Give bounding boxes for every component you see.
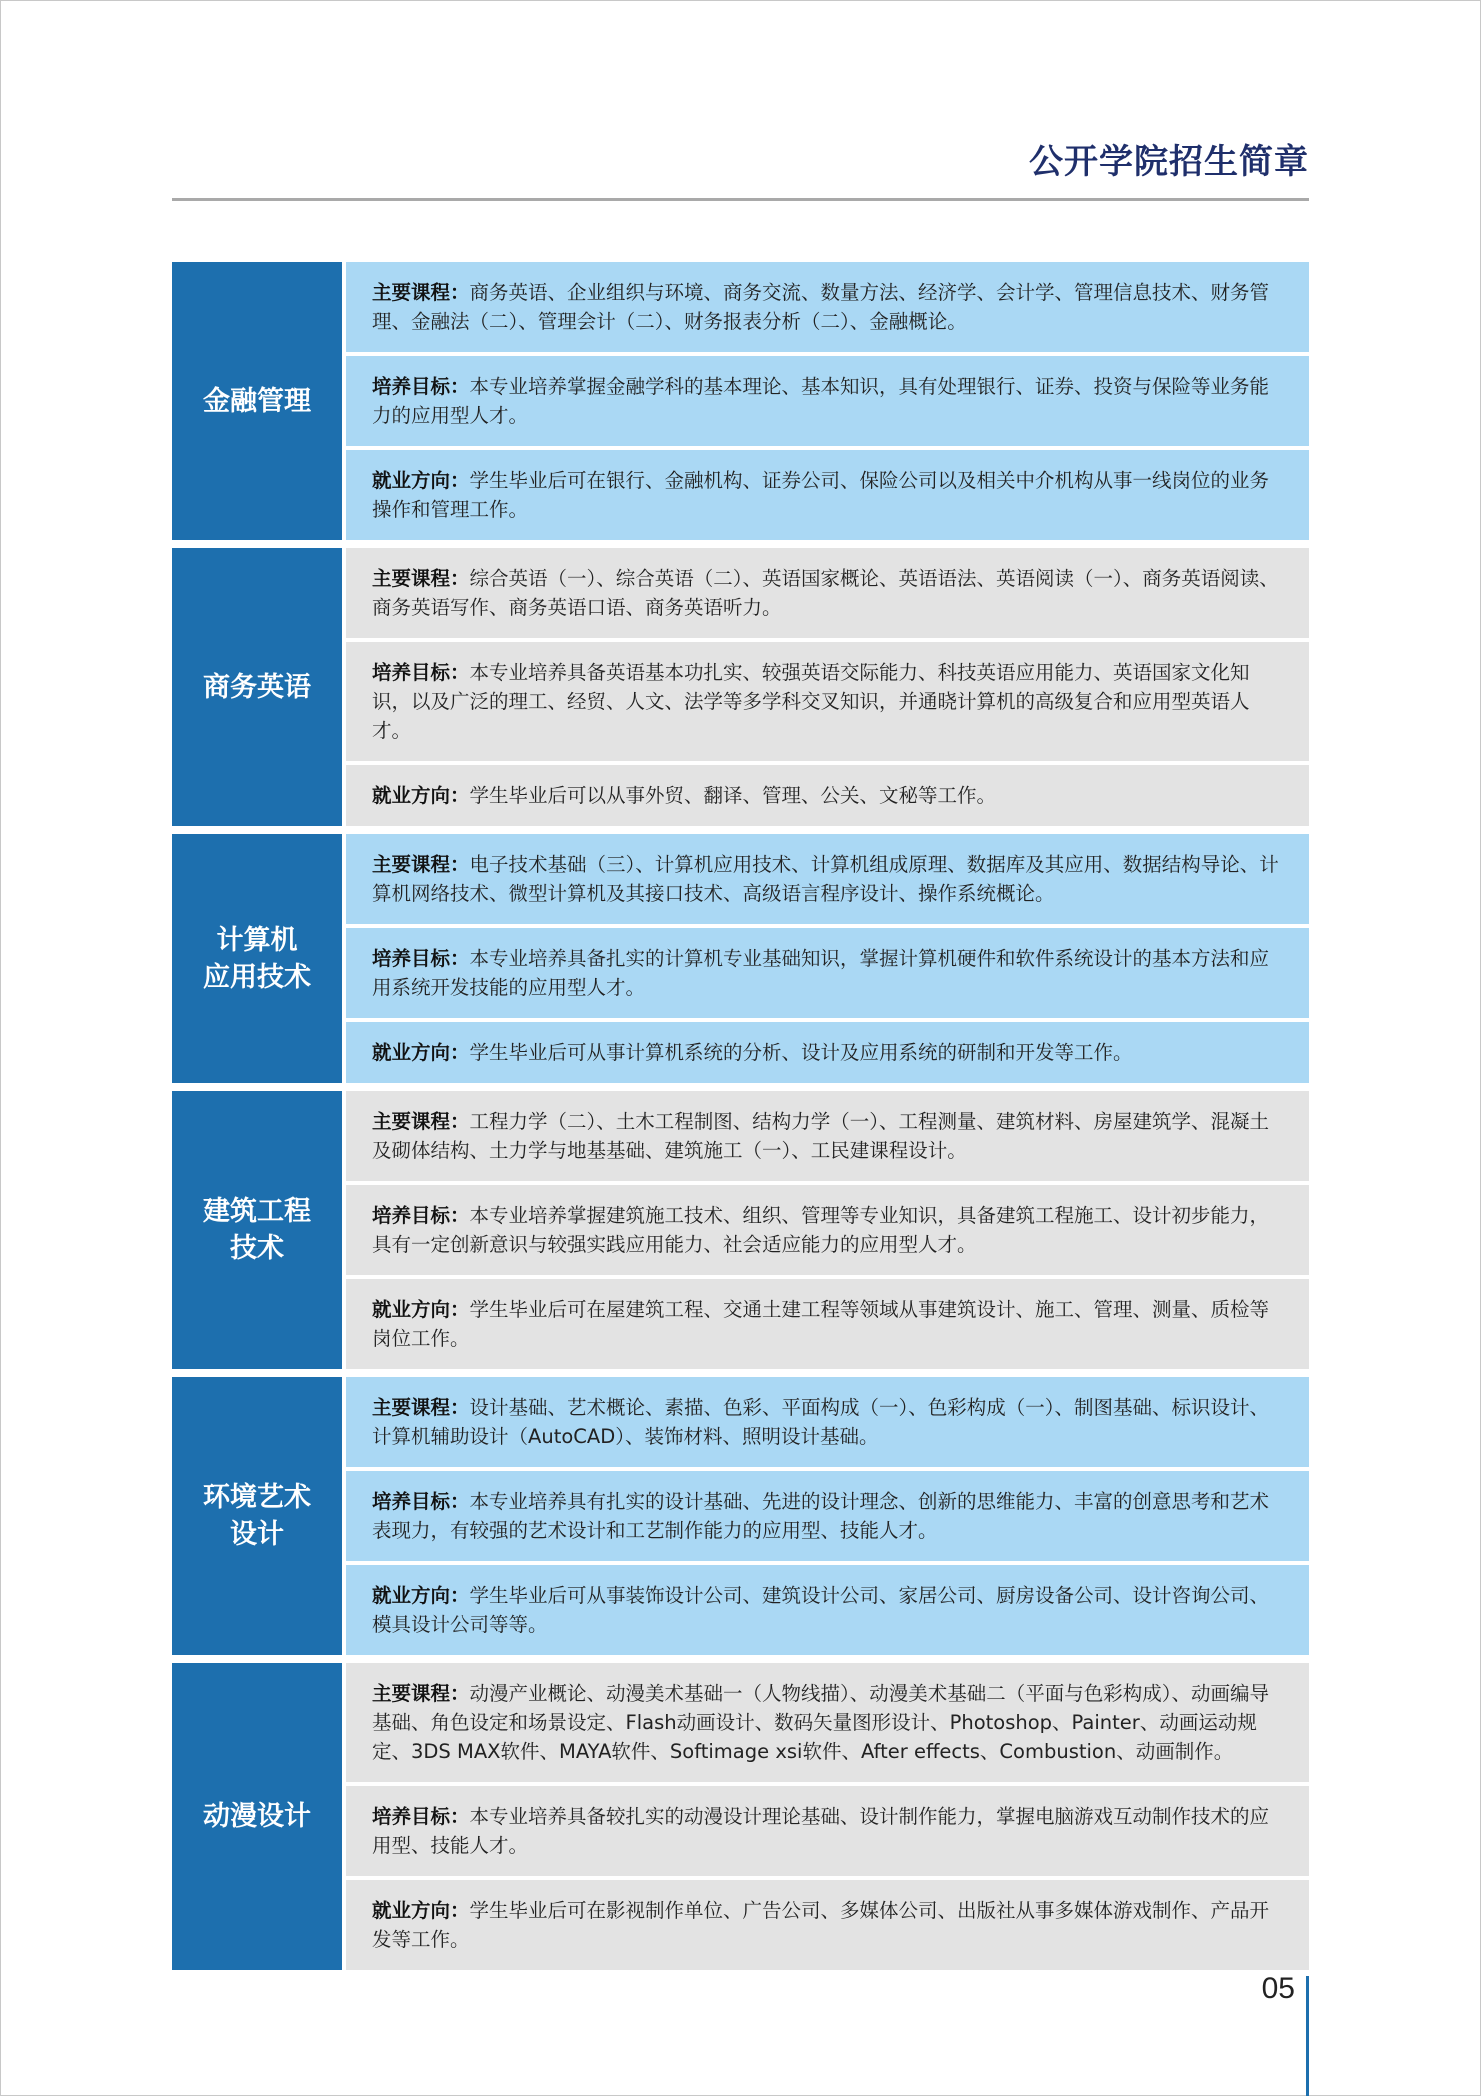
detail-label: 就业方向： [372, 1899, 470, 1922]
detail-row [346, 765, 1309, 826]
header-divider [172, 198, 1309, 201]
detail-row [346, 642, 1309, 761]
detail-label: 就业方向： [372, 784, 470, 807]
detail-text: 本专业培养具有扎实的设计基础、先进的设计理念、创新的思维能力、丰富的创意思考和艺术表现力，有较强的艺术设计和工艺制作能力的应用型、技能人才。 [372, 1490, 1270, 1542]
program-details [346, 1663, 1309, 1970]
detail-text: 本专业培养具备较扎实的动漫设计理论基础、设计制作能力，掌握电脑游戏互动制作技术的应用型、技能人才。 [372, 1805, 1270, 1857]
detail-row [346, 450, 1309, 540]
program-name: 建筑工程 技术 [172, 1091, 342, 1369]
program-name: 环境艺术 设计 [172, 1377, 342, 1655]
detail-row [346, 1471, 1309, 1561]
detail-row [346, 1185, 1309, 1275]
detail-row [346, 1022, 1309, 1083]
detail-text: 学生毕业后可在屋建筑工程、交通土建工程等领域从事建筑设计、施工、管理、测量、质检等岗位工作。 [372, 1298, 1270, 1350]
detail-text: 商务英语、企业组织与环境、商务交流、数量方法、经济学、会计学、管理信息技术、财务管理、金融法（二）、管理会计（二）、财务报表分析（二）、金融概论。 [372, 281, 1270, 333]
program-block [172, 834, 1309, 1083]
detail-row [346, 1880, 1309, 1970]
detail-label: 就业方向： [372, 1041, 470, 1064]
detail-label: 培养目标： [372, 1805, 470, 1828]
detail-text: 工程力学（二）、土木工程制图、结构力学（一）、工程测量、建筑材料、房屋建筑学、混凝土及砌体结构、土力学与地基基础、建筑施工（一）、工民建课程设计。 [372, 1110, 1270, 1162]
detail-label: 培养目标： [372, 1490, 470, 1513]
detail-row [346, 1377, 1309, 1467]
detail-text: 本专业培养具备扎实的计算机专业基础知识，掌握计算机硬件和软件系统设计的基本方法和应用系统开发技能的应用型人才。 [372, 947, 1270, 999]
detail-text: 本专业培养掌握建筑施工技术、组织、管理等专业知识，具备建筑工程施工、设计初步能力，具有一定创新意识与较强实践应用能力、社会适应能力的应用型人才。 [372, 1204, 1270, 1256]
page-number: 05 [1261, 1972, 1295, 2005]
detail-label: 培养目标： [372, 661, 470, 684]
detail-text: 学生毕业后可从事装饰设计公司、建筑设计公司、家居公司、厨房设备公司、设计咨询公司、模具设计公司等等。 [372, 1584, 1270, 1636]
detail-text: 学生毕业后可从事计算机系统的分析、设计及应用系统的研制和开发等工作。 [469, 1041, 1133, 1064]
detail-row [346, 1091, 1309, 1181]
program-details [346, 548, 1309, 826]
program-name: 动漫设计 [172, 1663, 342, 1970]
detail-text: 设计基础、艺术概论、素描、色彩、平面构成（一）、色彩构成（一）、制图基础、标识设计、计算机辅助设计（AutoCAD）、装饰材料、照明设计基础。 [372, 1396, 1270, 1448]
program-block [172, 1091, 1309, 1369]
detail-label: 主要课程： [372, 567, 470, 590]
detail-text: 本专业培养具备英语基本功扎实、较强英语交际能力、科技英语应用能力、英语国家文化知识，以及广泛的理工、经贸、人文、法学等多学科交叉知识，并通晓计算机的高级复合和应用型英语人才。 [372, 661, 1250, 742]
detail-label: 主要课程： [372, 1110, 470, 1133]
detail-label: 就业方向： [372, 1298, 470, 1321]
detail-row [346, 262, 1309, 352]
detail-label: 培养目标： [372, 947, 470, 970]
detail-label: 主要课程： [372, 281, 470, 304]
program-list [172, 262, 1309, 1978]
detail-text: 动漫产业概论、动漫美术基础一（人物线描）、动漫美术基础二（平面与色彩构成）、动画编导基础、角色设定和场景设定、Flash动画设计、数码矢量图形设计、Photoshop、Painter、动画运动规定、3DS MAX软件、MAYA软件、Softimage xsi软件、After effects、Combustion、动画制作。 [372, 1682, 1270, 1763]
detail-label: 培养目标： [372, 375, 470, 398]
program-name: 商务英语 [172, 548, 342, 826]
detail-label: 就业方向： [372, 1584, 470, 1607]
detail-text: 电子技术基础（三）、计算机应用技术、计算机组成原理、数据库及其应用、数据结构导论、计算机网络技术、微型计算机及其接口技术、高级语言程序设计、操作系统概论。 [372, 853, 1279, 905]
program-name: 计算机 应用技术 [172, 834, 342, 1083]
detail-row [346, 834, 1309, 924]
detail-label: 主要课程： [372, 853, 470, 876]
detail-text: 综合英语（一）、综合英语（二）、英语国家概论、英语语法、英语阅读（一）、商务英语阅读、商务英语写作、商务英语口语、商务英语听力。 [372, 567, 1279, 619]
detail-row [346, 928, 1309, 1018]
detail-text: 学生毕业后可以从事外贸、翻译、管理、公关、文秘等工作。 [469, 784, 997, 807]
detail-row [346, 1279, 1309, 1369]
program-details [346, 262, 1309, 540]
program-name: 金融管理 [172, 262, 342, 540]
program-details [346, 834, 1309, 1083]
detail-row [346, 356, 1309, 446]
detail-text: 学生毕业后可在银行、金融机构、证券公司、保险公司以及相关中介机构从事一线岗位的业务操作和管理工作。 [372, 469, 1270, 521]
detail-label: 主要课程： [372, 1682, 470, 1705]
detail-text: 学生毕业后可在影视制作单位、广告公司、多媒体公司、出版社从事多媒体游戏制作、产品开发等工作。 [372, 1899, 1270, 1951]
detail-row [346, 1565, 1309, 1655]
program-details [346, 1377, 1309, 1655]
detail-row [346, 548, 1309, 638]
program-details [346, 1091, 1309, 1369]
program-block [172, 1663, 1309, 1970]
detail-row [346, 1786, 1309, 1876]
detail-label: 培养目标： [372, 1204, 470, 1227]
program-block [172, 262, 1309, 540]
detail-label: 就业方向： [372, 469, 470, 492]
program-block [172, 548, 1309, 826]
detail-row [346, 1663, 1309, 1782]
program-block [172, 1377, 1309, 1655]
page-title: 公开学院招生简章 [1029, 142, 1309, 182]
detail-text: 本专业培养掌握金融学科的基本理论、基本知识，具有处理银行、证券、投资与保险等业务能力的应用型人才。 [372, 375, 1270, 427]
detail-label: 主要课程： [372, 1396, 470, 1419]
page-number-divider [1306, 1976, 1309, 2096]
